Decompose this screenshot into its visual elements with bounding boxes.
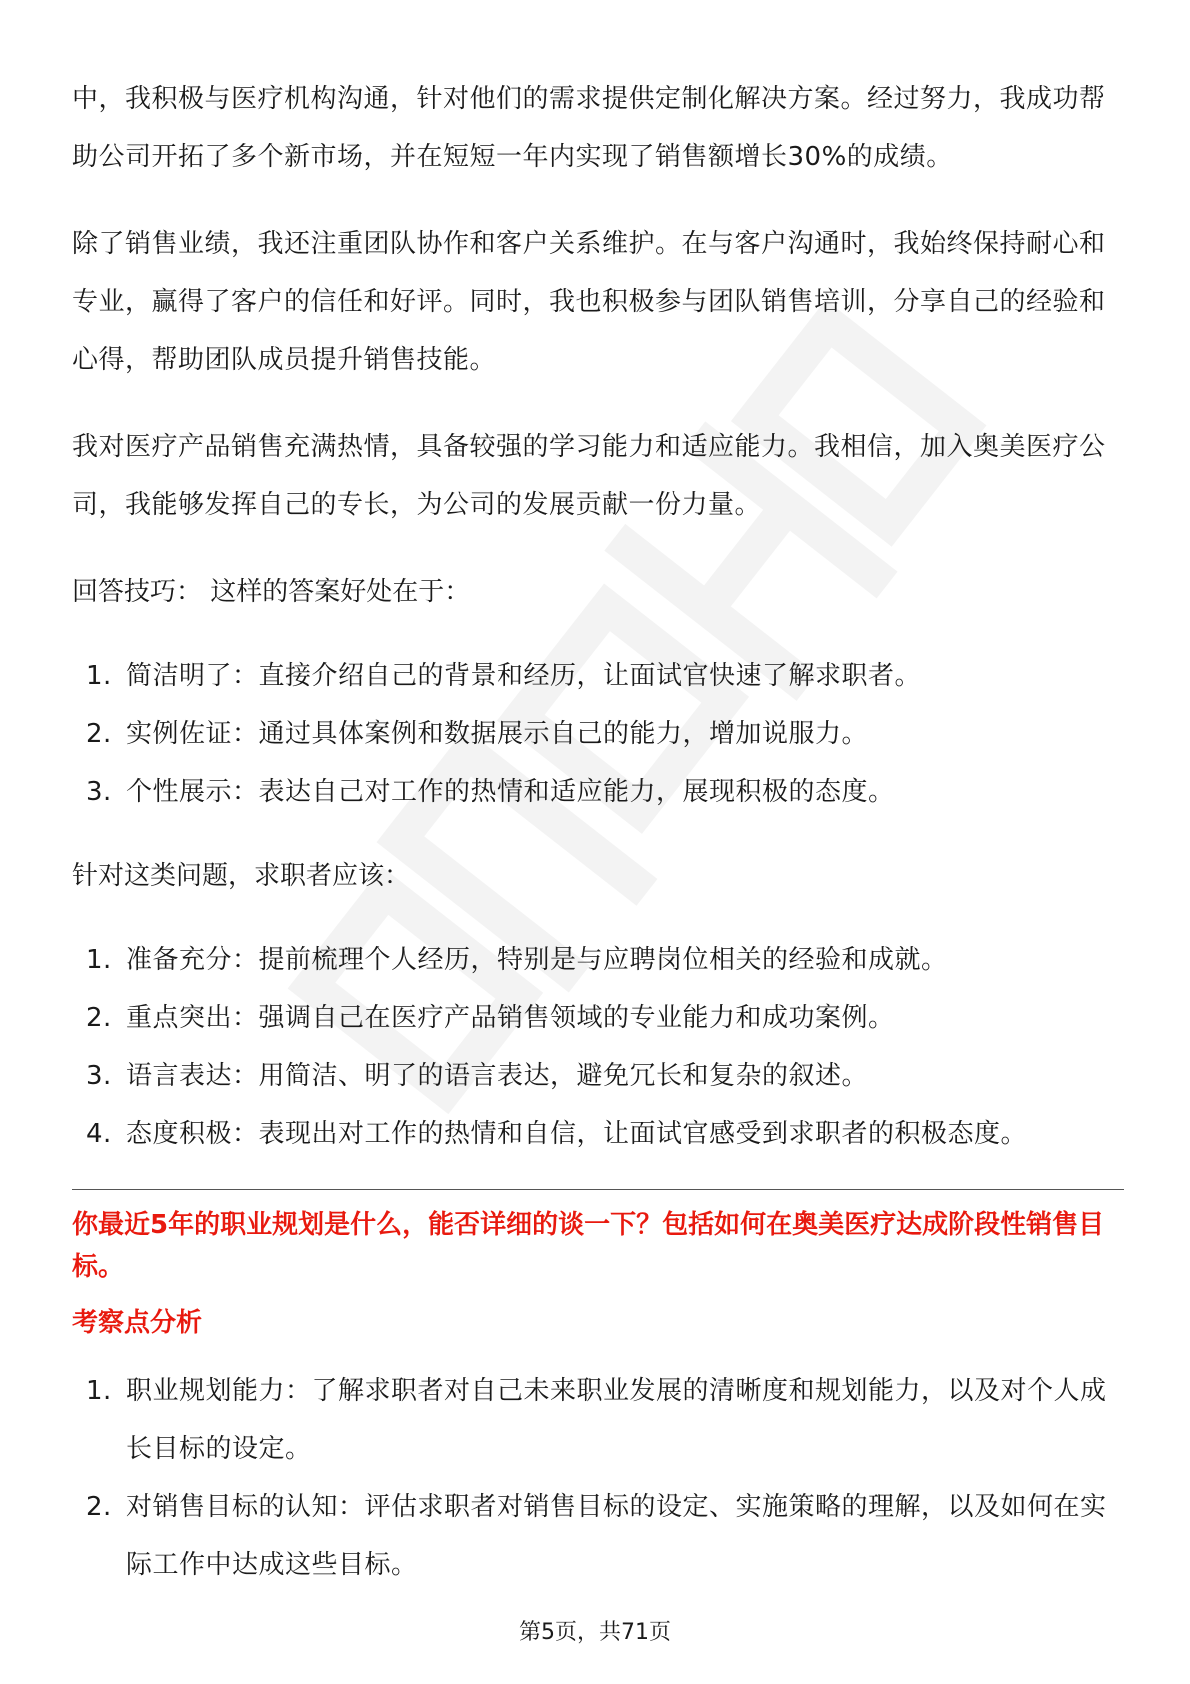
paragraph-2: 除了销售业绩，我还注重团队协作和客户关系维护。在与客户沟通时，我始终保持耐心和专业，赢得了客户的信任和好评。同时，我也积极参与团队销售培训，分享自己的经验和心得，帮助团队成员提升销售技能。 bbox=[72, 229, 1106, 375]
list-item bbox=[72, 1105, 1122, 1163]
list-number: 3. bbox=[86, 777, 112, 807]
answer-tips-list bbox=[72, 647, 1122, 821]
should-do-list bbox=[72, 931, 1122, 1163]
list-item bbox=[72, 1362, 1122, 1478]
list-text: 职业规划能力：了解求职者对自己未来职业发展的清晰度和规划能力，以及对个人成长目标的设定。 bbox=[126, 1376, 1107, 1464]
section-divider bbox=[72, 1189, 1124, 1190]
analysis-heading: 考察点分析 bbox=[72, 1308, 203, 1338]
paragraph-3: 我对医疗产品销售充满热情，具备较强的学习能力和适应能力。我相信，加入奥美医疗公司，我能够发挥自己的专长，为公司的发展贡献一份力量。 bbox=[72, 432, 1106, 520]
list-text: 简洁明了：直接介绍自己的背景和经历，让面试官快速了解求职者。 bbox=[126, 661, 922, 691]
list-item bbox=[72, 989, 1122, 1047]
list-item bbox=[72, 931, 1122, 989]
list-text: 重点突出：强调自己在医疗产品销售领域的专业能力和成功案例。 bbox=[126, 1003, 895, 1033]
list-number: 1. bbox=[86, 945, 112, 975]
list-number: 2. bbox=[86, 1003, 112, 1033]
list-number: 4. bbox=[86, 1119, 112, 1149]
list-text: 对销售目标的认知：评估求职者对销售目标的设定、实施策略的理解，以及如何在实际工作中达成这些目标。 bbox=[126, 1492, 1107, 1580]
list-item bbox=[72, 705, 1122, 763]
list-number: 1. bbox=[86, 1376, 112, 1406]
paragraph-1: 中，我积极与医疗机构沟通，针对他们的需求提供定制化解决方案。经过努力，我成功帮助公司开拓了多个新市场，并在短短一年内实现了销售额增长30%的成绩。 bbox=[72, 84, 1106, 172]
list-text: 语言表达：用简洁、明了的语言表达，避免冗长和复杂的叙述。 bbox=[126, 1061, 869, 1091]
list-number: 2. bbox=[86, 1492, 112, 1522]
page-number-footer: 第5页，共71页 bbox=[519, 1620, 671, 1645]
list-number: 1. bbox=[86, 661, 112, 691]
interview-question: 你最近5年的职业规划是什么，能否详细的谈一下？包括如何在奥美医疗达成阶段性销售目标。 bbox=[72, 1210, 1105, 1282]
list-item bbox=[72, 1047, 1122, 1105]
list-number: 3. bbox=[86, 1061, 112, 1091]
should-do-intro: 针对这类问题，求职者应该： bbox=[72, 861, 411, 891]
list-text: 个性展示：表达自己对工作的热情和适应能力，展现积极的态度。 bbox=[126, 777, 895, 807]
list-text: 实例佐证：通过具体案例和数据展示自己的能力，增加说服力。 bbox=[126, 719, 869, 749]
list-text: 准备充分：提前梳理个人经历，特别是与应聘岗位相关的经验和成就。 bbox=[126, 945, 948, 975]
list-number: 2. bbox=[86, 719, 112, 749]
answer-tips-intro: 回答技巧： 这样的答案好处在于： bbox=[72, 577, 471, 607]
list-item bbox=[72, 647, 1122, 705]
list-item bbox=[72, 1478, 1122, 1594]
main-content bbox=[72, 70, 1122, 1620]
list-item bbox=[72, 763, 1122, 821]
analysis-list bbox=[72, 1362, 1122, 1594]
list-text: 态度积极：表现出对工作的热情和自信，让面试官感受到求职者的积极态度。 bbox=[126, 1119, 1028, 1149]
